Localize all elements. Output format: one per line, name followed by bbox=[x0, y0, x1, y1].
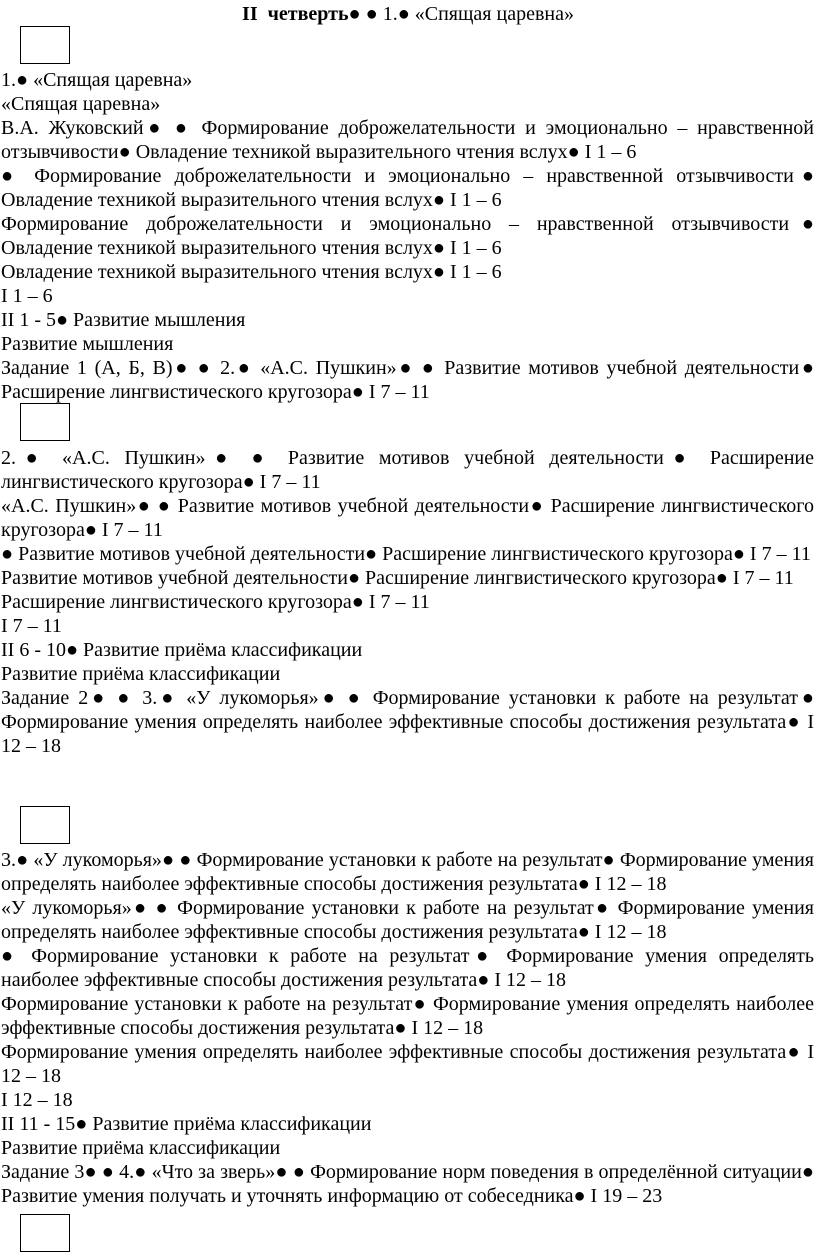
page-title bbox=[0, 2, 816, 26]
text-paragraph: ● Формирование установки к работе на результат● Формирование умения определять наиболее эффективные способы достижения результата● I 12 – 18 bbox=[1, 945, 814, 991]
text-paragraph: Задание 2● ● 3.● «У лукоморья»● ● Формирование установки к работе на результат● Формирование умения определять наиболее эффективные способы достижения результата● I 12 – 18 bbox=[1, 687, 814, 757]
text-paragraph: «А.С. Пушкин»● ● Развитие мотивов учебной деятельности● Расширение лингвистического кругозора● I 7 – 11 bbox=[1, 495, 814, 541]
text-line: II 1 - 5● Развитие мышления bbox=[1, 309, 246, 331]
text-line: Овладение техникой выразительного чтения вслух● I 1 – 6 bbox=[1, 261, 502, 283]
empty-image-placeholder bbox=[20, 403, 70, 441]
lesson-block-2 bbox=[0, 446, 816, 758]
text-paragraph: Задание 1 (А, Б, В)● ● 2.● «А.С. Пушкин»● ● Развитие мотивов учебной деятельности● Расширение лингвистического кругозора● I 7 – 11 bbox=[1, 357, 814, 403]
text-line: Развитие приёма классификации bbox=[1, 663, 281, 685]
text-line: 1.● «Спящая царевна» bbox=[1, 69, 193, 91]
text-paragraph: ● Развитие мотивов учебной деятельности● Расширение лингвистического кругозора● I 7 – 11 bbox=[1, 543, 811, 565]
text-line: Расширение лингвистического кругозора● I 7 – 11 bbox=[1, 591, 430, 613]
text-paragraph: ● Формирование доброжелательности и эмоционально – нравственной отзывчивости● Овладение техникой выразительного чтения вслух● I 1 – 6 bbox=[1, 165, 814, 211]
text-line: II 6 - 10● Развитие приёма классификации bbox=[1, 639, 363, 661]
text-paragraph: «У лукоморья»● ● Формирование установки к работе на результат● Формирование умения определять наиболее эффективные способы достижения результата● I 12 – 18 bbox=[1, 897, 814, 943]
text-line: I 1 – 6 bbox=[1, 285, 53, 307]
text-line: II 11 - 15● Развитие приёма классификации bbox=[1, 1113, 372, 1135]
text-line: I 12 – 18 bbox=[1, 1089, 73, 1111]
text-line: I 7 – 11 bbox=[1, 615, 62, 637]
text-paragraph: Формирование установки к работе на результат● Формирование умения определять наиболее эффективные способы достижения результата● I 12 – 18 bbox=[1, 993, 814, 1039]
text-paragraph: Формирование умения определять наиболее эффективные способы достижения результата● I 12 – 18 bbox=[1, 1041, 814, 1087]
lesson-block-3 bbox=[0, 848, 816, 1208]
lesson-title: 1.● «Спящая царевна» bbox=[377, 3, 574, 25]
text-paragraph: Задание 3● ● 4.● «Что за зверь»● ● Формирование норм поведения в определённой ситуации● Развитие умения получать и уточнять информацию от собеседника● I 19 – 23 bbox=[1, 1161, 814, 1207]
empty-image-placeholder bbox=[20, 26, 70, 64]
text-line: Развитие приёма классификации bbox=[1, 1137, 281, 1159]
text-line: «Спящая царевна» bbox=[1, 93, 161, 115]
text-paragraph: Развитие мотивов учебной деятельности● Расширение лингвистического кругозора● I 7 – 11 bbox=[1, 567, 794, 589]
text-paragraph: В.А. Жуковский● ● Формирование доброжелательности и эмоционально – нравственной отзывчивости● Овладение техникой выразительного чтения вслух● I 1 – 6 bbox=[1, 117, 814, 163]
text-paragraph: Формирование доброжелательности и эмоционально – нравственной отзывчивости● Овладение техникой выразительного чтения вслух● I 1 – 6 bbox=[1, 213, 814, 259]
empty-image-placeholder bbox=[20, 1214, 70, 1252]
text-line: Развитие мышления bbox=[1, 333, 174, 355]
text-paragraph: 3.● «У лукоморья»● ● Формирование установки к работе на результат● Формирование умения определять наиболее эффективные способы достижения результата● I 12 – 18 bbox=[1, 849, 814, 895]
lesson-block-1 bbox=[0, 68, 816, 404]
quarter-heading: II четверть● ● bbox=[242, 3, 378, 25]
text-paragraph: 2.● «А.С. Пушкин»● ● Развитие мотивов учебной деятельности● Расширение лингвистического кругозора● I 7 – 11 bbox=[1, 447, 814, 493]
empty-image-placeholder bbox=[20, 806, 70, 844]
